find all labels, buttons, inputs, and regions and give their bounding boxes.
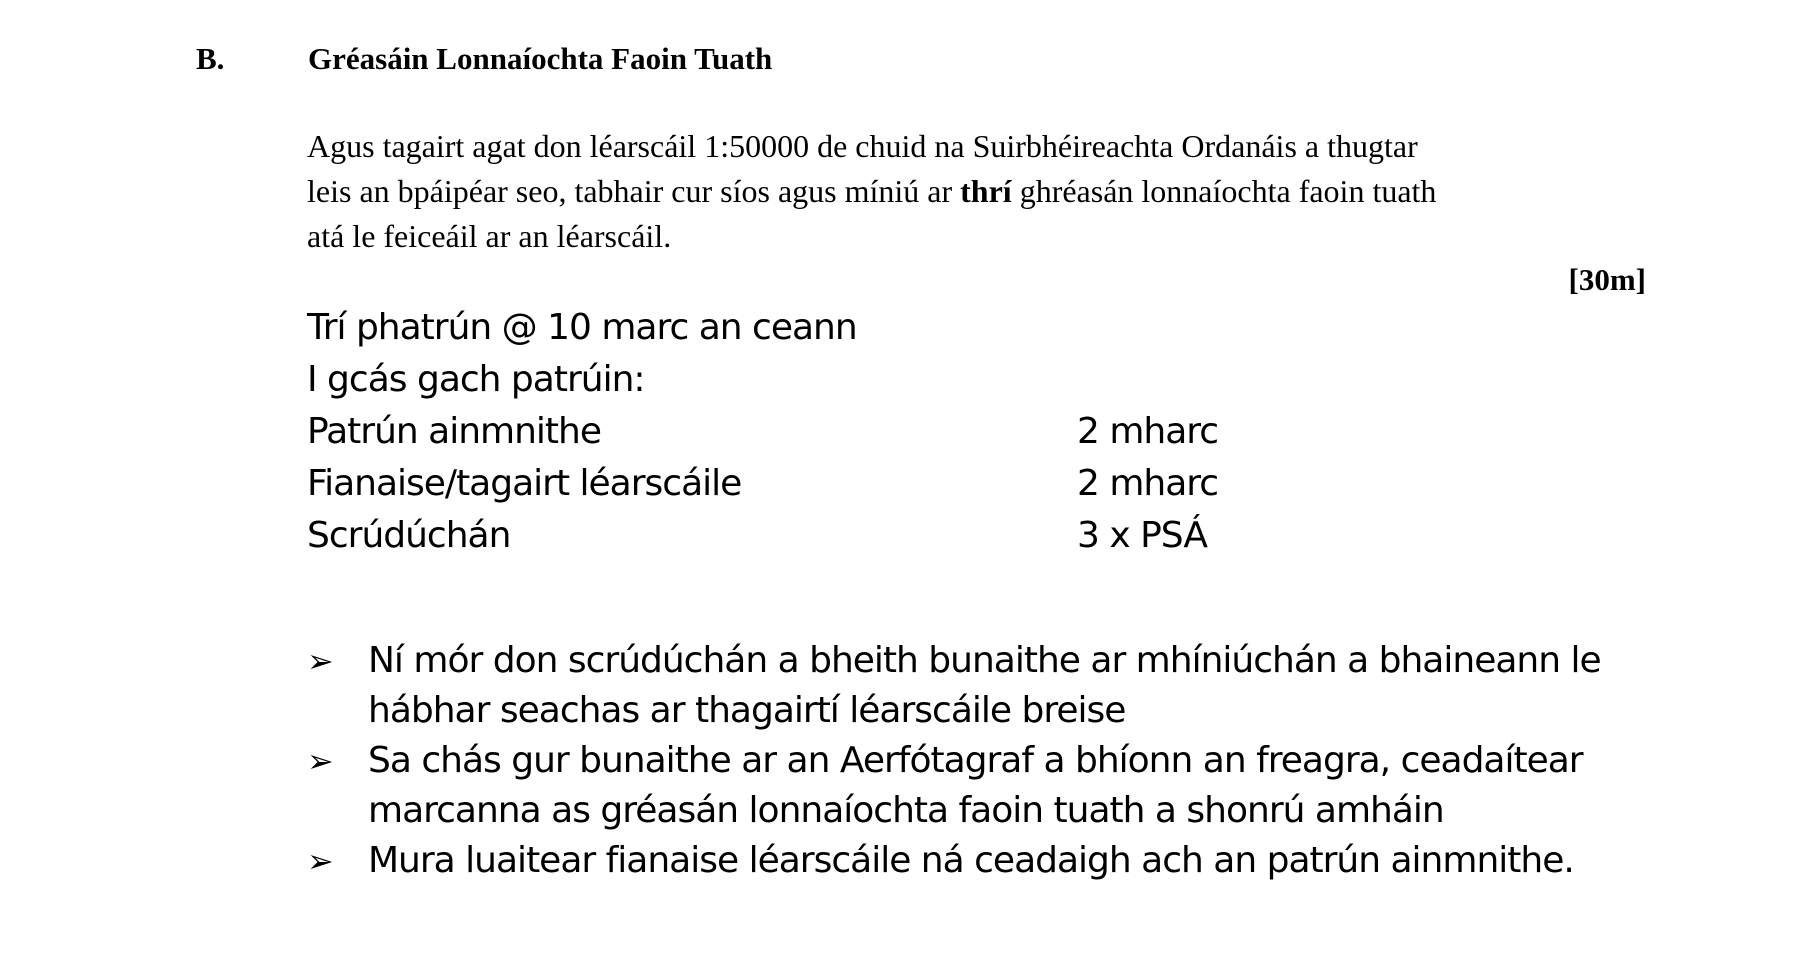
bullet-arrow-icon: ➢	[307, 642, 334, 680]
question-line	[307, 214, 1637, 259]
scheme-intro-line: I gcás gach patrúin:	[307, 359, 645, 400]
scheme-row	[307, 458, 1407, 510]
section-title: Gréasáin Lonnaíochta Faoin Tuath	[308, 41, 773, 76]
question-line	[307, 169, 1637, 214]
scheme-intro-line: Trí phatrún @ 10 marc an ceann	[307, 307, 857, 348]
scheme-row-marks: 3 x PSÁ	[1077, 515, 1207, 556]
question-line	[307, 124, 1637, 169]
marking-scheme	[307, 302, 1407, 562]
question-bold-word: thrí	[960, 173, 1012, 209]
section-label: B.	[196, 41, 225, 76]
scheme-row-label: Fianaise/tagairt léarscáile	[307, 463, 742, 504]
question-text: atá le feiceáil ar an léarscáil.	[307, 218, 672, 254]
bullet-arrow-icon: ➢	[307, 842, 334, 880]
note-item	[307, 836, 1627, 886]
question-text: ghréasán lonnaíochta faoin tuath	[1011, 173, 1437, 209]
note-line: Sa chás gur bunaithe ar an Aerfótagraf a bhíonn an freagra, ceadaítear	[368, 740, 1583, 781]
scheme-row-marks: 2 mharc	[1077, 463, 1219, 504]
question-text: leis an bpáipéar seo, tabhair cur síos agus míniú ar	[307, 173, 961, 209]
note-line: hábhar seachas ar thagairtí léarscáile breise	[368, 690, 1126, 731]
scheme-row-marks: 2 mharc	[1077, 411, 1219, 452]
note-line: marcanna as gréasán lonnaíochta faoin tuath a shonrú amháin	[368, 790, 1444, 831]
note-line: Ní mór don scrúdúchán a bheith bunaithe ar mhíniúchán a bhaineann le	[368, 640, 1601, 681]
scheme-row-label: Scrúdúchán	[307, 515, 511, 556]
scheme-row	[307, 510, 1407, 562]
note-item	[307, 636, 1627, 736]
note-item	[307, 736, 1627, 836]
note-line: Mura luaitear fianaise léarscáile ná ceadaigh ach an patrún ainmnithe.	[368, 840, 1574, 881]
marks-total: [30m]	[1568, 262, 1646, 297]
question-text: Agus tagairt agat don léarscáil 1:50000 de chuid na Suirbhéireachta Ordanáis a thugtar	[307, 128, 1418, 164]
bullet-arrow-icon: ➢	[307, 742, 334, 780]
scheme-row	[307, 406, 1407, 458]
notes-list	[307, 636, 1627, 886]
scheme-row-label: Patrún ainmnithe	[307, 411, 601, 452]
question-paragraph	[307, 124, 1637, 259]
